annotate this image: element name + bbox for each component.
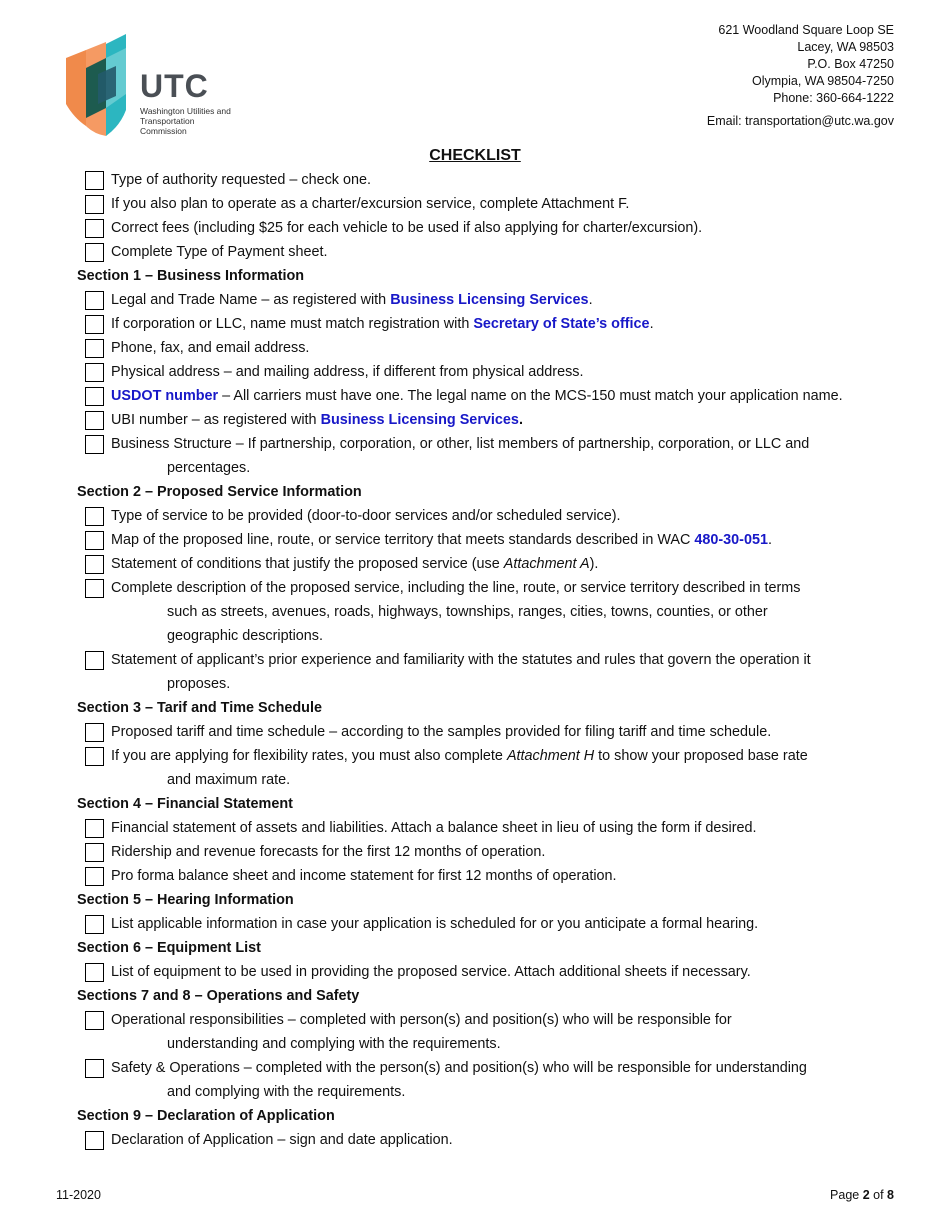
reference-link[interactable]: Business Licensing Services — [390, 292, 589, 308]
address-line: Lacey, WA 98503 — [797, 40, 894, 54]
item-text-segment: Complete description of the proposed service, including the line, route, or service territory described in terms — [111, 580, 801, 596]
item-text-continuation: and complying with the requirements. — [167, 1084, 406, 1100]
section-heading: Section 9 – Declaration of Application — [77, 1108, 335, 1124]
logo-text: UTC — [140, 68, 209, 104]
checkbox[interactable] — [85, 219, 104, 238]
item-text-continuation: understanding and complying with the requirements. — [167, 1036, 501, 1052]
item-text-segment: Complete Type of Payment sheet. — [111, 244, 328, 260]
item-text — [111, 220, 702, 236]
item-text — [111, 196, 629, 212]
reference-link[interactable]: Business Licensing Services — [320, 412, 519, 428]
section-heading: Sections 7 and 8 – Operations and Safety — [77, 988, 360, 1004]
checkbox[interactable] — [85, 171, 104, 190]
item-text — [111, 412, 523, 428]
item-text — [111, 724, 771, 740]
item-text-segment: . — [649, 316, 654, 332]
item-text — [111, 1060, 807, 1076]
item-text-segment: Phone, fax, and email address. — [111, 340, 310, 356]
item-text — [111, 436, 809, 452]
checkbox[interactable] — [85, 579, 104, 598]
item-text — [111, 916, 758, 932]
checklist-item — [76, 408, 916, 432]
checklist-item — [76, 1008, 916, 1056]
item-text-segment: UBI number – as registered with — [111, 412, 321, 428]
item-text — [111, 172, 371, 188]
item-text-continuation: percentages. — [167, 460, 251, 476]
checklist-item — [76, 912, 916, 936]
address-block — [707, 22, 894, 130]
item-text — [111, 748, 808, 764]
page-number — [830, 1188, 894, 1202]
item-text-segment: Pro forma balance sheet and income statement for first 12 months of operation. — [111, 868, 617, 884]
checklist-item — [76, 576, 916, 648]
logo-subtitle: Washington Utilities and Transportation Commission — [140, 106, 231, 136]
checklist-item — [76, 216, 916, 240]
item-text-segment: List of equipment to be used in providing the proposed service. Attach additional sheets if necessary. — [111, 964, 751, 980]
checkbox[interactable] — [85, 555, 104, 574]
item-text — [111, 316, 654, 332]
item-text-segment: Map of the proposed line, route, or service territory that meets standards described in WAC — [111, 532, 695, 548]
checklist-item — [76, 360, 916, 384]
item-text-segment: Ridership and revenue forecasts for the first 12 months of operation. — [111, 844, 546, 860]
checkbox[interactable] — [85, 291, 104, 310]
checklist-item — [76, 744, 916, 792]
checklist-item — [76, 840, 916, 864]
item-text-segment: to show your proposed base rate — [594, 748, 808, 764]
checkbox[interactable] — [85, 723, 104, 742]
checkbox[interactable] — [85, 387, 104, 406]
reference-link[interactable]: USDOT number — [111, 388, 219, 404]
section-heading: Section 6 – Equipment List — [77, 940, 261, 956]
page-total: 8 — [887, 1188, 894, 1202]
reference-link[interactable]: 480-30-051 — [694, 532, 768, 548]
item-text-segment: Legal and Trade Name – as registered with — [111, 292, 391, 308]
item-text-segment: If corporation or LLC, name must match registration with — [111, 316, 474, 332]
item-text — [111, 340, 309, 356]
item-text — [111, 364, 583, 380]
footer-date-code: 11-2020 — [56, 1188, 101, 1202]
checkbox[interactable] — [85, 435, 104, 454]
checklist-item — [76, 1056, 916, 1104]
checkbox[interactable] — [85, 507, 104, 526]
checklist-item — [76, 192, 916, 216]
checklist-item — [76, 528, 916, 552]
checklist-item — [76, 288, 916, 312]
checkbox[interactable] — [85, 1011, 104, 1030]
item-text-segment: Correct fees (including $25 for each vehicle to be used if also applying for charter/excursion). — [111, 220, 703, 236]
section-heading: Section 4 – Financial Statement — [77, 796, 293, 812]
section-heading: Section 5 – Hearing Information — [77, 892, 294, 908]
section-heading: Section 2 – Proposed Service Information — [77, 484, 362, 500]
checklist — [76, 168, 916, 1152]
item-text-segment: Type of authority requested – check one. — [111, 172, 371, 188]
checkbox[interactable] — [85, 339, 104, 358]
item-text-continuation: proposes. — [167, 676, 231, 692]
page-current: 2 — [862, 1188, 870, 1202]
item-text — [111, 532, 772, 548]
section-heading: Section 3 – Tarif and Time Schedule — [77, 700, 322, 716]
checklist-item — [76, 960, 916, 984]
item-text-segment: Attachment A — [503, 556, 590, 572]
item-text-segment: Physical address – and mailing address, if different from physical address. — [111, 364, 584, 380]
item-text-continuation: such as streets, avenues, roads, highways, townships, ranges, cities, towns, counties, or other — [167, 604, 768, 620]
item-text — [111, 844, 545, 860]
page-prefix: Page — [830, 1188, 863, 1202]
item-text-segment: . — [588, 292, 593, 308]
item-text-segment: Attachment H — [506, 748, 595, 764]
checkbox[interactable] — [85, 1059, 104, 1078]
item-text — [111, 652, 811, 668]
page-mid: of — [869, 1188, 888, 1202]
checkbox[interactable] — [85, 243, 104, 262]
checkbox[interactable] — [85, 363, 104, 382]
page-title: CHECKLIST — [429, 147, 521, 164]
checklist-item — [76, 240, 916, 264]
item-text — [111, 1012, 732, 1028]
item-text-segment: . — [767, 532, 772, 548]
item-text — [111, 388, 843, 404]
item-text-segment: – All carriers must have one. The legal name on the MCS-150 must match your application name. — [218, 388, 843, 404]
item-text-segment: List applicable information in case your application is scheduled for or you anticipate a formal hearing. — [111, 916, 759, 932]
checklist-item — [76, 864, 916, 888]
checklist-item — [76, 1128, 916, 1152]
reference-link[interactable]: Secretary of State’s office — [473, 316, 650, 332]
item-text-segment: Type of service to be provided (door-to-door services and/or scheduled service). — [111, 508, 621, 524]
item-text-segment: Proposed tariff and time schedule – according to the samples provided for filing tariff and time schedule. — [111, 724, 772, 740]
item-text — [111, 580, 800, 596]
email-line: Email: transportation@utc.wa.gov — [706, 114, 894, 128]
item-text-segment: . — [518, 412, 523, 428]
checkbox[interactable] — [85, 819, 104, 838]
item-text-segment: Financial statement of assets and liabilities. Attach a balance sheet in lieu of using the form if desired. — [111, 820, 757, 836]
item-text-continuation: and maximum rate. — [167, 772, 291, 788]
item-text — [111, 1132, 453, 1148]
checkbox[interactable] — [85, 531, 104, 550]
address-line: P.O. Box 47250 — [807, 57, 894, 71]
item-text-segment: Statement of conditions that justify the proposed service (use — [111, 556, 504, 572]
checkbox[interactable] — [85, 915, 104, 934]
checkbox[interactable] — [85, 315, 104, 334]
checklist-item — [76, 336, 916, 360]
address-line: 621 Woodland Square Loop SE — [718, 23, 894, 37]
checklist-item — [76, 384, 916, 408]
item-text-segment: Business Structure – If partnership, corporation, or other, list members of partnership, corporation, or LLC and — [111, 436, 810, 452]
checkbox[interactable] — [85, 963, 104, 982]
checkbox[interactable] — [85, 195, 104, 214]
checkbox[interactable] — [85, 747, 104, 766]
checklist-item — [76, 720, 916, 744]
item-text — [111, 868, 617, 884]
checklist-item — [76, 432, 916, 480]
checklist-item — [76, 312, 916, 336]
logo-wordmark — [140, 70, 240, 136]
item-text-segment: If you also plan to operate as a charter/excursion service, complete Attachment F. — [111, 196, 630, 212]
checkbox[interactable] — [85, 411, 104, 430]
checklist-item — [76, 816, 916, 840]
item-text — [111, 820, 757, 836]
item-text — [111, 508, 621, 524]
checklist-item — [76, 552, 916, 576]
checkbox[interactable] — [85, 843, 104, 862]
address-line: Olympia, WA 98504-7250 — [752, 74, 894, 88]
item-text-segment: Declaration of Application – sign and date application. — [111, 1132, 453, 1148]
item-text — [111, 964, 751, 980]
checkbox[interactable] — [85, 651, 104, 670]
item-text-continuation: geographic descriptions. — [167, 628, 323, 644]
item-text — [111, 244, 328, 260]
item-text-segment: Operational responsibilities – completed with person(s) and position(s) who will be responsible for — [111, 1012, 732, 1028]
checklist-item — [76, 504, 916, 528]
item-text — [111, 292, 593, 308]
item-text-segment: Statement of applicant’s prior experience and familiarity with the statutes and rules that govern the operation it — [111, 652, 811, 668]
item-text — [111, 556, 598, 572]
item-text-segment: If you are applying for flexibility rates, you must also complete — [111, 748, 507, 764]
item-text-segment: ). — [589, 556, 599, 572]
checklist-item — [76, 648, 916, 696]
checklist-item — [76, 168, 916, 192]
phone-line: Phone: 360-664-1222 — [773, 91, 894, 105]
checkbox[interactable] — [85, 1131, 104, 1150]
item-text-segment: Safety & Operations – completed with the person(s) and position(s) who will be responsible for understanding — [111, 1060, 807, 1076]
checkbox[interactable] — [85, 867, 104, 886]
section-heading: Section 1 – Business Information — [77, 268, 305, 284]
